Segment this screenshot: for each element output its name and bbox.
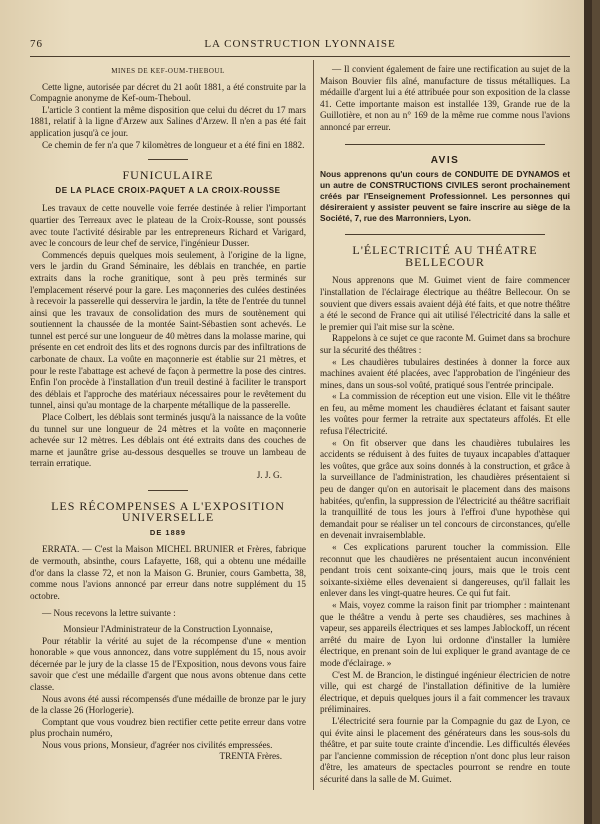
funiculaire-signature: J. J. G. xyxy=(256,470,282,480)
recompenses-title: LES RÉCOMPENSES A L'EXPOSITION UNIVERSELLE xyxy=(51,498,285,525)
recompenses-year: DE 1889 xyxy=(149,527,187,537)
section-separator xyxy=(345,144,545,145)
letter-paragraph-2: Nous avons été aussi récompensés d'une médaille de bronze par le jury de la classe 26 (Horlogerie). xyxy=(30,693,306,716)
header-rule xyxy=(30,56,570,57)
funiculaire-paragraph-3: Place Colbert, les déblais sont terminés jusqu'à la naissance de la voûte du tunnel sur une longueur de 24 mètres et la voûte en maçonnerie achevée sur 12 mètres. Les déblais ont été extraits dans des couches de marne et jaunâtre grise au-dessous desquelles se trouve un lambeau de terrain erratique. xyxy=(30,412,306,469)
mines-paragraph-3: Ce chemin de fer n'a que 7 kilomètres de longueur et a été fini en 1882. xyxy=(42,139,305,150)
letter-intro: — Nous recevons la lettre suivante : xyxy=(42,608,176,619)
letter-signature: TRENTA Frères. xyxy=(219,751,282,762)
funiculaire-paragraph-2: Commencés depuis quelques mois seulement, à l'origine de la ligne, vers le jardin du Grand Séminaire, les déblais en tranchée, en partie extraits dans la roche granitique, sont à peu près terminés sur l'emplacement réservé pour la gare. Les maçonneries des culées destinées à recevoir la passerelle qui desservira le jardin, la tête de l'entrée du tunnel ainsi que les travaux de consolidation des murs de soutènement qui soutiennent la chaussée de la montée Saint-Sébastien sont achevés. Le tunnel est percé sur une longueur de 40 mètres dans la molasse marine, qui présente en cet endroit des lits et des rognons durcis par des infiltrations de carbonate de chaux. La voûte en maçonnerie est établie sur 21 mètres, et pour le reste l'abattage est achevé de façon à permettre la pose des cintres. Enfin l'on procède à l'installation d'un treuil destiné à faciliter le transport des déblais et l'approche des matériaux nécessaires pour le revêtement du tunnel, ainsi qu'au montage de la charpente métallique de la passerelle. xyxy=(30,249,306,411)
left-column xyxy=(30,64,306,763)
section-separator xyxy=(148,490,188,491)
letter-paragraph-4: Nous vous prions, Monsieur, d'agréer nos civilités empressées. xyxy=(42,739,273,750)
mines-paragraph-1: Cette ligne, autorisée par décret du 21 août 1881, a été construite par la Compagnie anonyme de Kef-oum-Theboul. xyxy=(30,81,306,104)
page-number: 76 xyxy=(30,38,43,50)
publication-title: LA CONSTRUCTION LYONNAISE xyxy=(204,38,396,50)
electricite-paragraph-7: « Mais, voyez comme la raison finit par triompher : maintenant que le théâtre a vendu à perte ses chaudières, ses machines à vapeur, ses appareils électriques et ses lampes Jablockoff, un récent arrêté du maire de Lyon lui ordonne d'installer la lumière électrique, en prenant soin de lui expliquer le grand avantage de ce mode d'éclairage. » xyxy=(320,599,570,668)
electricite-paragraph-9: L'électricité sera fournie par la Compagnie du gaz de Lyon, ce qui évite ainsi le placement des générateurs dans les sous-sols du théâtre, et par suite toute crainte d'incendie. Les difficultés élevées par l'ancienne commission de réception n'ont donc plus leur raison d'être, les amateurs de spectacles pourront se rendre en toute sécurité dans la salle de M. Guimet. xyxy=(320,715,570,784)
mines-paragraph-2: L'article 3 contient la même disposition que celui du décret du 17 mars 1881, relatif à la ligne d'Arzew aux Salines d'Arzew. Il n'en a pas été fait application jusqu'à ce jour. xyxy=(30,104,306,138)
electricite-title: L'ÉLECTRICITÉ AU THÉATRE BELLECOUR xyxy=(352,243,538,269)
mines-heading: MINES DE KEF-OUM-THEBOUL xyxy=(111,67,225,75)
section-separator xyxy=(345,234,545,235)
avis-notice: Nous apprenons qu'un cours de CONDUITE DE DYNAMOS et un autre de CONSTRUCTIONS CIVILES seront prochainement créés par l'Enseignement Professionnel. Les personnes qui désireraient y assister peuvent se faire inscrire au siège de la Société, 7, rue des Marronniers, Lyon. xyxy=(320,169,570,224)
letter-paragraph-3: Comptant que vous voudrez bien rectifier cette petite erreur dans votre plus prochain numéro, xyxy=(30,716,306,739)
letter-salutation: Monsieur l'Administrateur de la Construction Lyonnaise, xyxy=(63,623,273,634)
page-edge xyxy=(584,0,592,824)
electricite-paragraph-2: Rappelons à ce sujet ce que raconte M. Guimet dans sa brochure sur la sécurité des théâtres : xyxy=(320,333,570,355)
letter-paragraph-1: Pour rétablir la vérité au sujet de la récompense d'une « mention honorable » que vous annoncez, dans votre supplément du 15, nous avoir décernée par le jury de la classe 15 de l'Exposition, nous devons vous faire savoir que c'est une médaille d'argent que nous avons obtenue dans cette classe. xyxy=(30,635,306,692)
electricite-paragraph-1: Nous apprenons que M. Guimet vient de faire commencer l'installation de l'éclairage électrique au théâtre Bellecour. On se souvient que divers essais avaient déjà été faits, et que notre théâtre a été le second de France qui ait utilisé l'électricité dans la salle et le premier qui l'ait mise sur la scène. xyxy=(320,275,570,332)
funiculaire-subtitle: DE LA PLACE CROIX-PAQUET A LA CROIX-ROUSSE xyxy=(55,185,281,195)
electricite-paragraph-3: « Les chaudières tubulaires destinées à donner la force aux machines avaient été placées, avec l'approbation de l'ingénieur des mines, dans un sous-sol voûté, pratiqué sous l'entrée principale. xyxy=(320,356,570,390)
electricite-paragraph-5: « On fit observer que dans les chaudières tubulaires les accidents se réduisent à des fuites de tuyaux incapables d'attaquer les voûtes, que grâce aux soins donnés à la construction, et grâce à la surveillance de l'administration, les chaudières présentaient si peu de danger qu'on en autorisait le placement dans des maisons habitées, qu'enfin, la suppression de l'électricité au théâtre sacrifiait la tranquillité de tous les jours à l'effroi d'une hypothèse qui demandait pour se réaliser un tel concours de circonstances, qu'elle en devenait invraisemblable. xyxy=(320,437,570,541)
page-header xyxy=(30,38,570,54)
funiculaire-paragraph-1: Les travaux de cette nouvelle voie ferrée destinée à relier l'important quartier des Terreaux avec le plateau de la Croix-Rousse, sont poussés avec toute l'activité désirable par les entrepreneurs Richard et Varigard, avec le concours de leur chef de service, l'ingénieur Dusser. xyxy=(30,203,306,249)
funiculaire-title: FUNICULAIRE xyxy=(122,168,214,183)
electricite-paragraph-6: « Ces explications parurent toucher la commission. Elle reconnut que les chaudières ne présentaient aucun inconvénient pendant trois cent soixante-cinq jours, mais que le trois cent soixante-sixième elles devenaient si dangereuses, qu'il fallait les enlever dans les vingt-quatre heures. Ce qui fut fait. xyxy=(320,542,570,599)
section-separator xyxy=(148,159,188,160)
avis-heading: AVIS xyxy=(430,154,460,166)
right-column xyxy=(320,64,570,785)
column-divider xyxy=(313,60,314,790)
electricite-paragraph-8: C'est M. de Brancion, le distingué ingénieur électricien de notre ville, qui est chargé de l'installation définitive de la lumière électrique, et depuis quelques jours il a fait commencer les travaux préliminaires. xyxy=(320,669,570,715)
errata-paragraph: ERRATA. — C'est la Maison MICHEL BRUNIER et Frères, fabrique de vermouth, absinthe, cours Lafayette, 168, qui a obtenu une médaille d'or dans la classe 72, et non la Maison G. Brunier, cours Gambetta, 38, comme nous l'avions annoncé par erreur dans notre supplément du 15 octobre. xyxy=(30,544,306,601)
electricite-paragraph-4: « La commission de réception eut une vision. Elle vit le théâtre en feu, au même moment les chaudières éclatant et faisant sauter les voûtes pour fermer la retraite aux spectateurs affolés. Et elle refusa l'électricité. xyxy=(320,391,570,437)
rectification-paragraph: — Il convient également de faire une rectification au sujet de la Maison Bouvier fils aîné, manufacture de tissus métalliques. La médaille d'argent lui a été attribuée pour son exposition de la classe 41. Cette importante maison est installée 139, Grande rue de la Guillotière, et non au n° 169 de la même rue comme nous l'avions annoncé par erreur. xyxy=(320,64,570,132)
